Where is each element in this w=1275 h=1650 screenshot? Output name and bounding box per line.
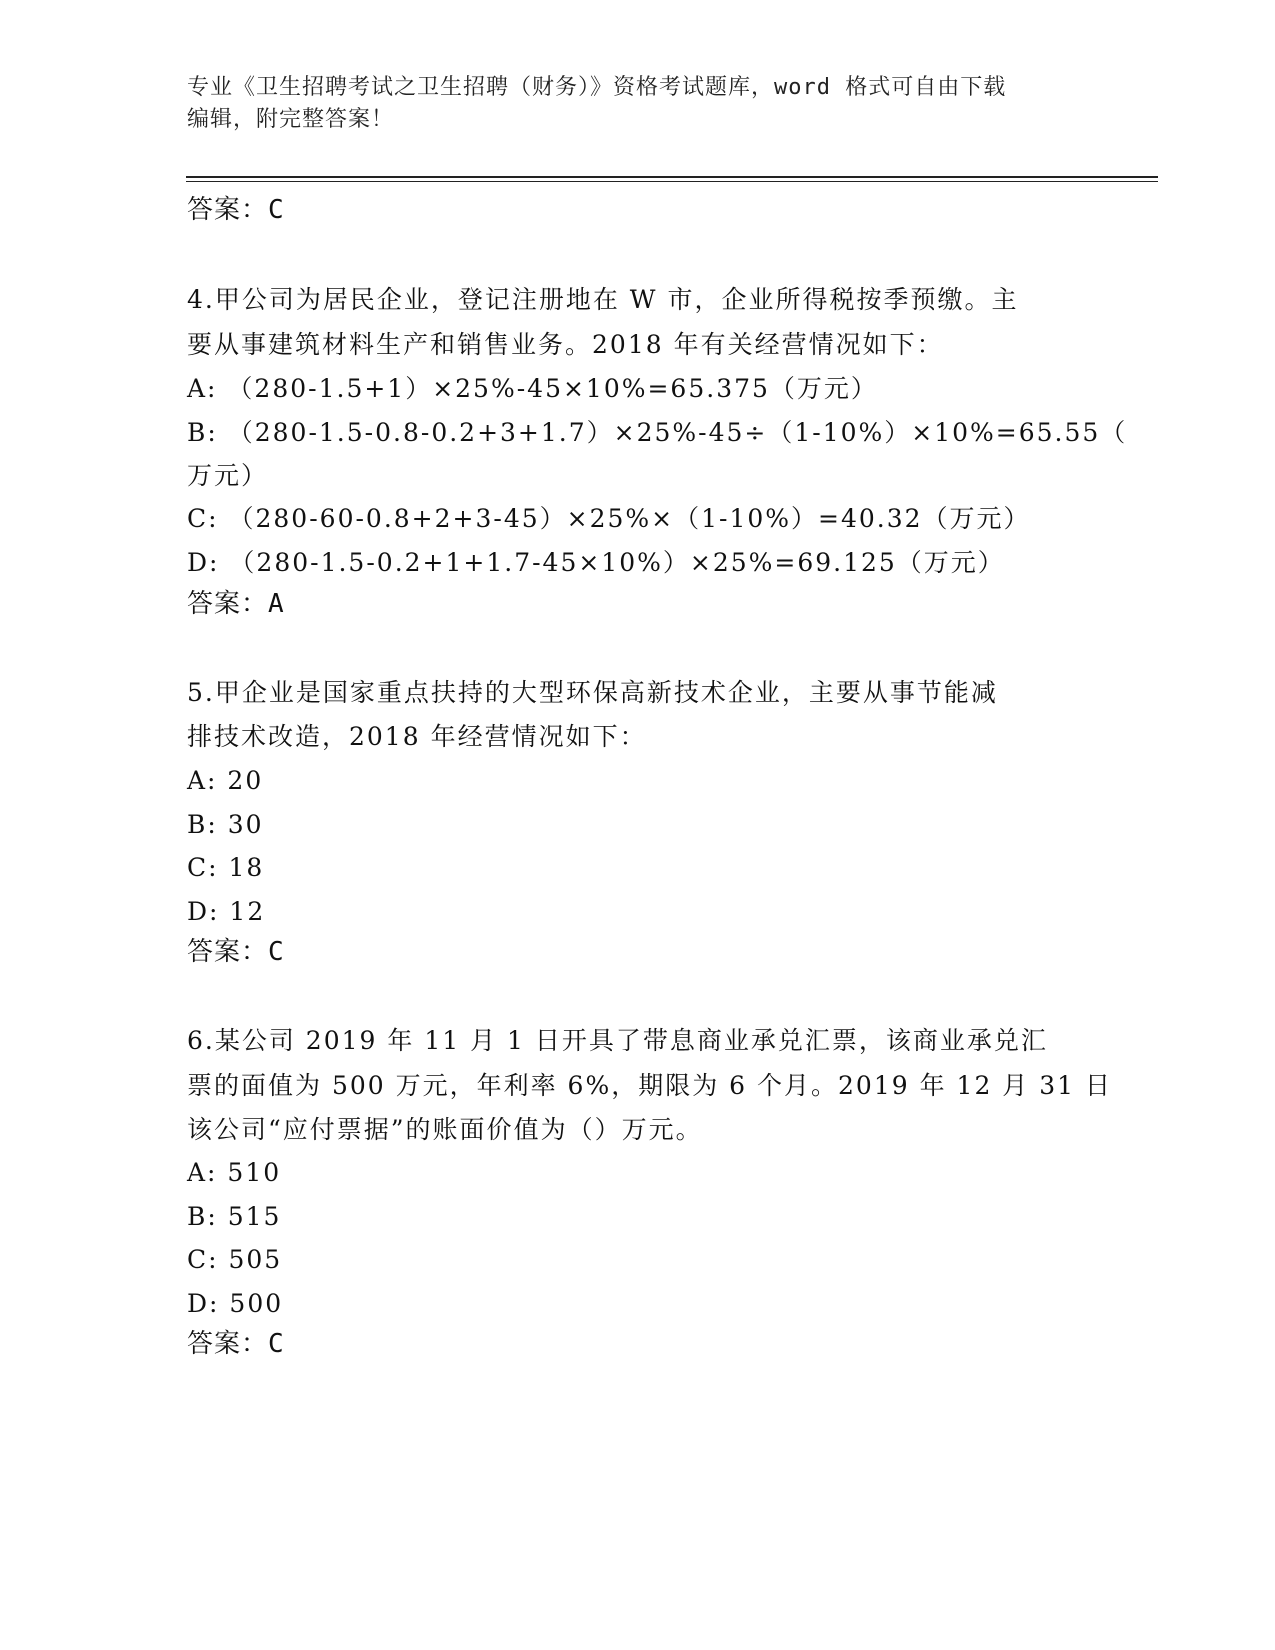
q5-option-b: B: 30: [187, 810, 264, 839]
q4-option-a: A: （280-1.5+1）×25%-45×10%=65.375（万元）: [187, 374, 878, 403]
q6-option-a: A: 510: [187, 1158, 282, 1187]
header-divider-thin: [186, 181, 1158, 182]
q4-answer: 答案：A: [187, 589, 285, 619]
q4-stem-line-1: 4.甲公司为居民企业，登记注册地在 W 市，企业所得税按季预缴。主: [187, 285, 1019, 314]
q5-answer: 答案：C: [187, 937, 285, 967]
q4-option-c: C: （280-60-0.8+2+3-45）×25%×（1-10%）=40.32（万元）: [187, 504, 1031, 533]
q6-option-c: C: 505: [187, 1245, 283, 1274]
q5-stem-line-2: 排技术改造，2018 年经营情况如下：: [187, 722, 647, 751]
q6-answer: 答案：C: [187, 1329, 285, 1359]
q4-option-d: D: （280-1.5-0.2+1+1.7-45×10%）×25%=69.125（万元）: [187, 548, 1005, 577]
q4-option-b-continued: 万元）: [187, 461, 269, 490]
header-divider-thick: [186, 176, 1158, 178]
q4-option-b: B: （280-1.5-0.8-0.2+3+1.7）×25%-45÷（1-10%）×10%=65.55（: [187, 418, 1128, 447]
q5-option-a: A: 20: [187, 766, 264, 795]
q4-stem-line-2: 要从事建筑材料生产和销售业务。2018 年有关经营情况如下：: [187, 330, 944, 359]
q6-stem-line-1: 6.某公司 2019 年 11 月 1 日开具了带息商业承兑汇票，该商业承兑汇: [187, 1026, 1048, 1055]
header-line-2: 编辑，附完整答案！: [187, 107, 395, 132]
q6-stem-line-2: 票的面值为 500 万元，年利率 6%，期限为 6 个月。2019 年 12 月 31 日: [187, 1071, 1112, 1100]
q5-option-c: C: 18: [187, 853, 265, 882]
document-header: [187, 72, 1067, 136]
q6-option-d: D: 500: [187, 1289, 284, 1318]
q6-stem-line-3: 该公司“应付票据”的账面价值为（）万元。: [187, 1115, 703, 1144]
previous-question-answer: 答案：C: [187, 195, 285, 225]
q5-stem-line-1: 5.甲企业是国家重点扶持的大型环保高新技术企业，主要从事节能减: [187, 678, 998, 707]
header-line-1: 专业《卫生招聘考试之卫生招聘（财务）》资格考试题库，word 格式可自由下载: [187, 75, 1007, 100]
q5-option-d: D: 12: [187, 897, 266, 926]
q6-option-b: B: 515: [187, 1202, 282, 1231]
